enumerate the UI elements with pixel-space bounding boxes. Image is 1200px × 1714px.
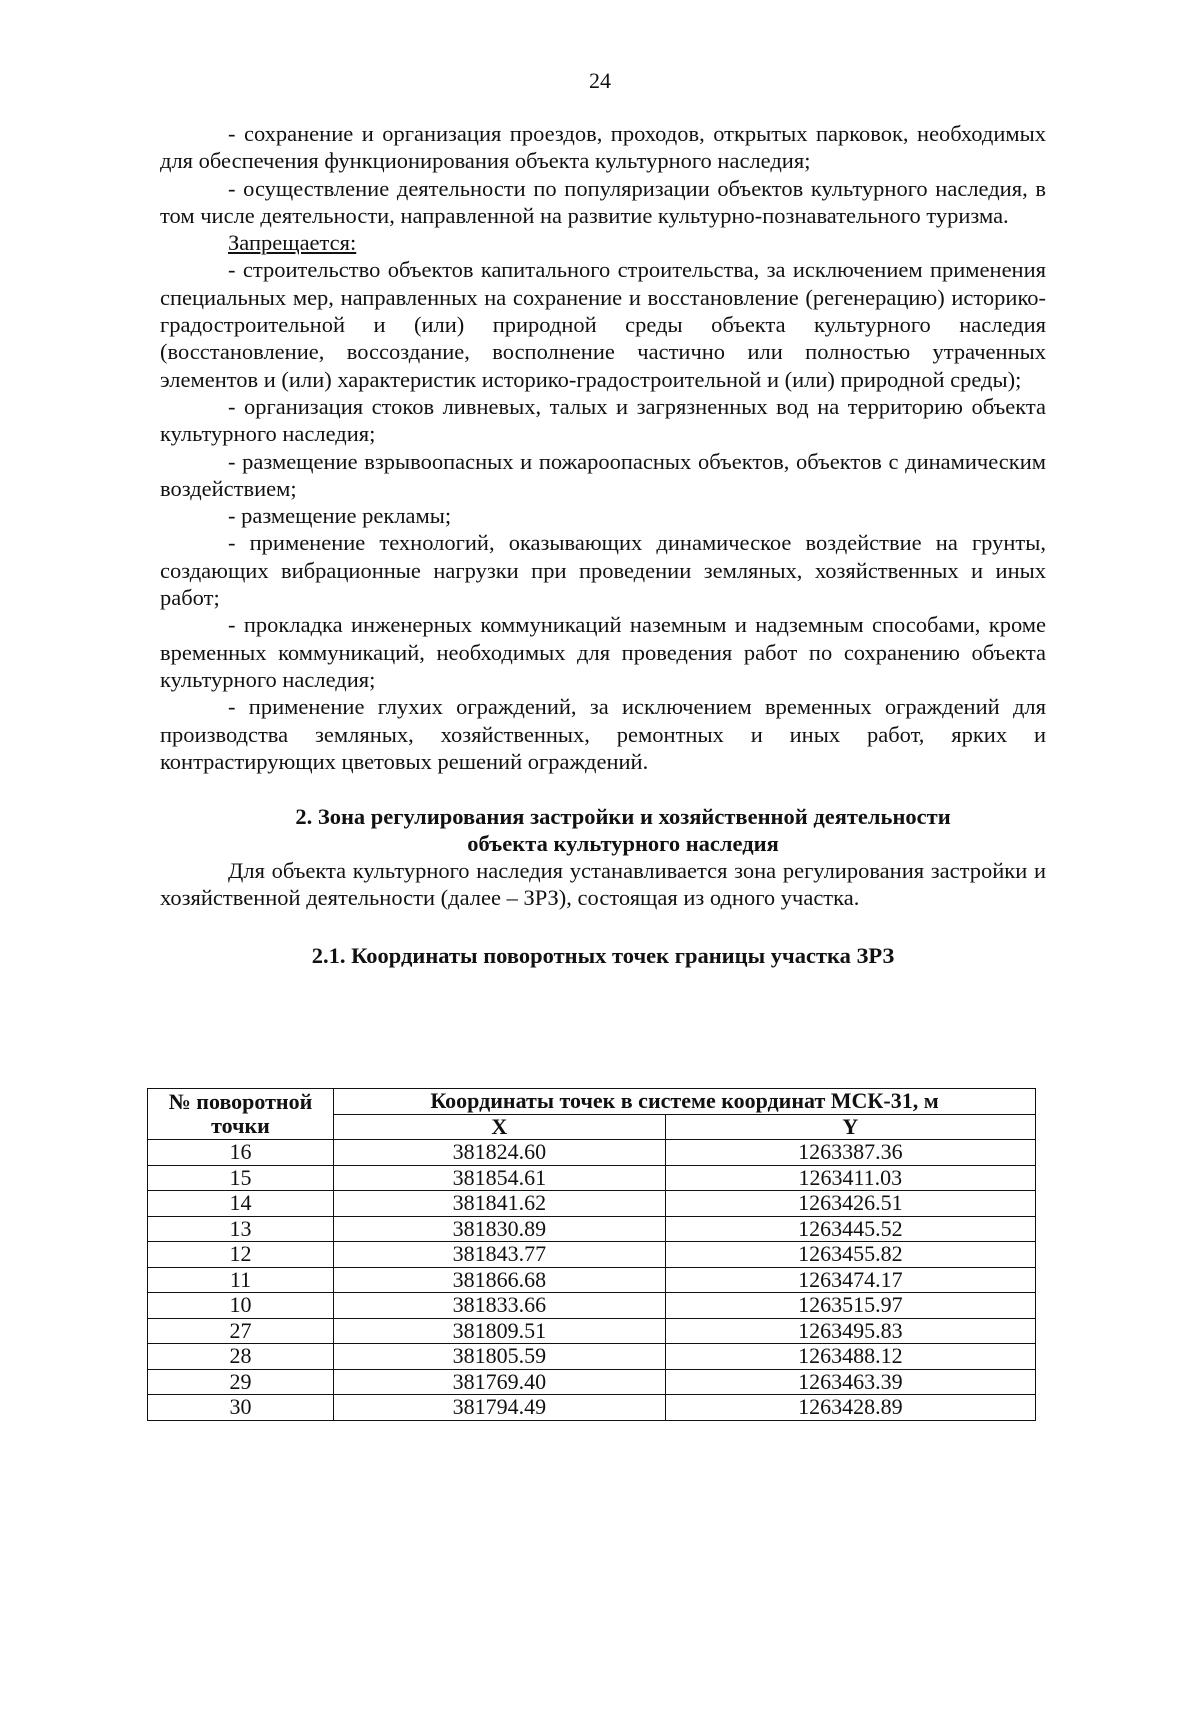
cell-x: 381841.62 (334, 1191, 666, 1217)
cell-n: 11 (148, 1267, 334, 1293)
cell-y: 1263455.82 (665, 1242, 1035, 1268)
cell-x: 381830.89 (334, 1216, 666, 1242)
section-heading (200, 803, 1046, 857)
cell-x: 381809.51 (334, 1318, 666, 1344)
paragraph: - осуществление деятельности по популяризации объектов культурного наследия, в том числе деятельности, направленной на развитие культурно-познавательного туризма. (160, 175, 1046, 228)
cell-n: 15 (148, 1165, 334, 1191)
cell-n: 16 (148, 1140, 334, 1166)
cell-y: 1263411.03 (665, 1165, 1035, 1191)
coordinates-table (147, 1088, 1036, 1421)
prohibited-item: - организация стоков ливневых, талых и загрязненных вод на территорию объекта культурного наследия; (160, 393, 1046, 447)
cell-y: 1263426.51 (665, 1191, 1035, 1217)
cell-x: 381833.66 (334, 1293, 666, 1319)
cell-x: 381794.49 (334, 1395, 666, 1421)
prohibited-item: - размещение рекламы; (228, 503, 452, 529)
header-coords: Координаты точек в системе координат МСК-31, м (334, 1089, 1036, 1115)
prohibited-item: - размещение взрывоопасных и пожароопасных объектов, объектов с динамическим воздействием; (160, 448, 1046, 501)
header-y: Y (665, 1114, 1035, 1140)
table-row (148, 1242, 1036, 1268)
prohibited-item: - применение технологий, оказывающих динамическое воздействие на грунты, создающих вибрационные нагрузки при проведении земляных, хозяйственных и иных работ; (160, 530, 1046, 611)
table-row (148, 1165, 1036, 1191)
cell-x: 381854.61 (334, 1165, 666, 1191)
table-row (148, 1395, 1036, 1421)
cell-y: 1263488.12 (665, 1344, 1035, 1370)
header-point (148, 1089, 334, 1140)
cell-y: 1263445.52 (665, 1216, 1035, 1242)
document-body (160, 120, 1046, 969)
section-heading-line1: 2. Зона регулирования застройки и хозяйственной деятельности (295, 804, 951, 830)
prohibited-item: - применение глухих ограждений, за исключением временных ограждений для производства земляных, хозяйственных, ремонтных и иных работ, ярких и контрастирующих цветовых решений ограждений. (160, 694, 1046, 774)
cell-x: 381843.77 (334, 1242, 666, 1268)
table-row (148, 1216, 1036, 1242)
cell-x: 381769.40 (334, 1369, 666, 1395)
header-point-line2: точки (211, 1113, 270, 1138)
section-intro: Для объекта культурного наследия устанавливается зона регулирования застройки и хозяйственной деятельности (далее – ЗРЗ), состоящая из одного участка. (160, 858, 1046, 911)
cell-n: 14 (148, 1191, 334, 1217)
cell-n: 27 (148, 1318, 334, 1344)
cell-y: 1263495.83 (665, 1318, 1035, 1344)
cell-n: 12 (148, 1242, 334, 1268)
cell-y: 1263463.39 (665, 1369, 1035, 1395)
page-number: 24 (589, 68, 611, 93)
cell-x: 381866.68 (334, 1267, 666, 1293)
header-x: X (334, 1114, 666, 1140)
paragraph: - сохранение и организация проездов, проходов, открытых парковок, необходимых для обеспечения функционирования объекта культурного наследия; (160, 121, 1046, 174)
cell-y: 1263515.97 (665, 1293, 1035, 1319)
cell-n: 30 (148, 1395, 334, 1421)
cell-y: 1263428.89 (665, 1395, 1035, 1421)
header-point-line1: № поворотной (168, 1088, 313, 1114)
cell-x: 381805.59 (334, 1344, 666, 1370)
cell-n: 28 (148, 1344, 334, 1370)
cell-n: 13 (148, 1216, 334, 1242)
table-row (148, 1318, 1036, 1344)
table-row (148, 1267, 1036, 1293)
prohibited-item: - прокладка инженерных коммуникаций наземным и надземным способами, кроме временных коммуникаций, необходимых для проведения работ по сохранению объекта культурного наследия; (160, 612, 1046, 692)
cell-y: 1263387.36 (665, 1140, 1035, 1166)
prohibited-label: Запрещается: (228, 230, 357, 256)
cell-y: 1263474.17 (665, 1267, 1035, 1293)
table-row (148, 1191, 1036, 1217)
table-row (148, 1140, 1036, 1166)
section-heading-line2: объекта культурного наследия (467, 831, 779, 857)
table-heading: 2.1. Координаты поворотных точек границы участка ЗРЗ (311, 942, 895, 968)
cell-x: 381824.60 (334, 1140, 666, 1166)
cell-n: 10 (148, 1293, 334, 1319)
cell-n: 29 (148, 1369, 334, 1395)
table-row (148, 1369, 1036, 1395)
table-row (148, 1293, 1036, 1319)
prohibited-item: - строительство объектов капитального строительства, за исключением применения специальных мер, направленных на сохранение и восстановление (регенерацию) историко-градостроительной и (или) природной среды объекта культурного наследия (восстановление, воссоздание, восполнение частично или полностью утраченных элементов и (или) характеристик историко-градостроительной и (или) природной среды); (160, 257, 1046, 392)
table-row (148, 1344, 1036, 1370)
